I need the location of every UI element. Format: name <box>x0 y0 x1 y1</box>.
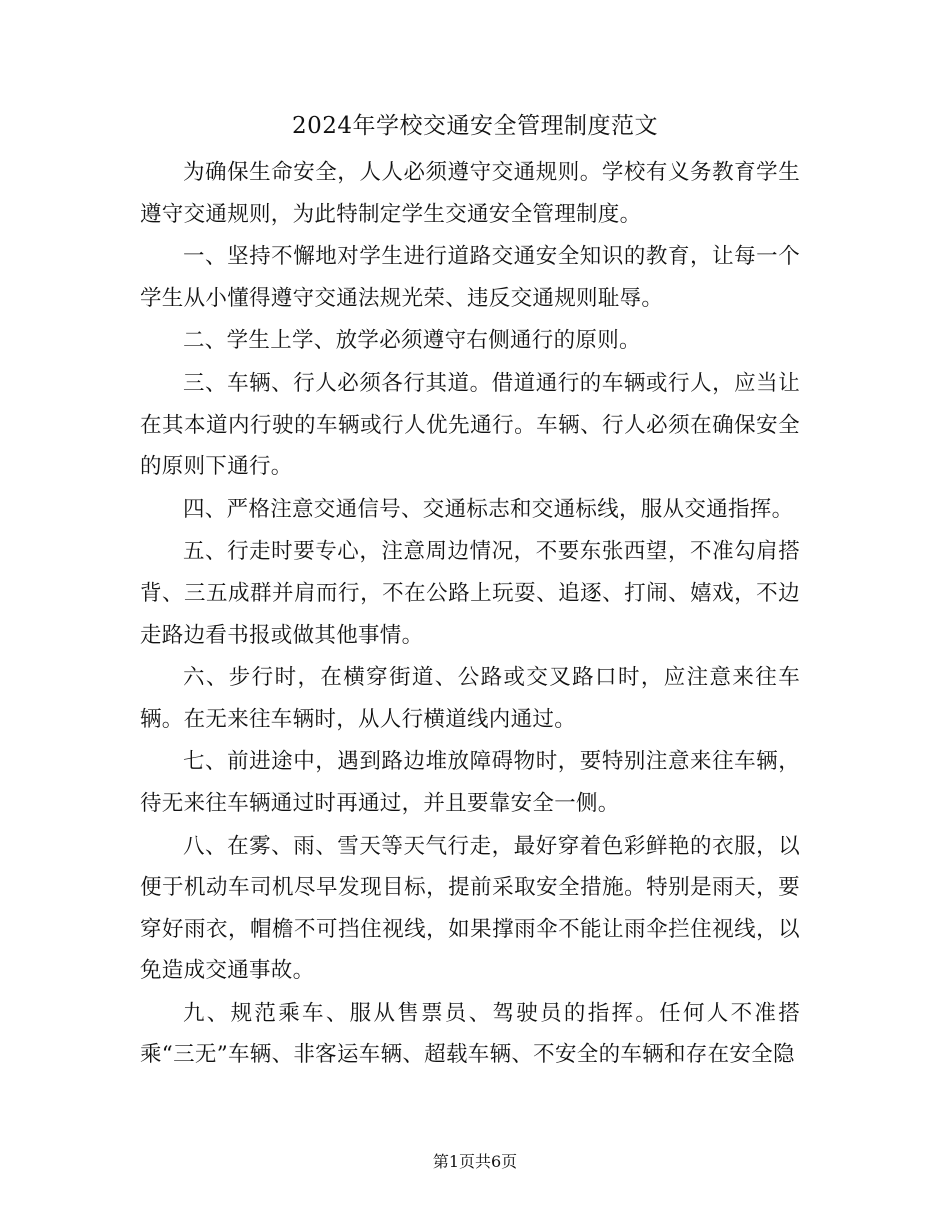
paragraph-item-7: 七、前进途中，遇到路边堆放障碍物时，要特别注意来往车辆，待无来往车辆通过时再通过，并且要靠安全一侧。 <box>140 749 800 816</box>
paragraph-intro: 为确保生命安全，人人必须遵守交通规则。学校有义务教育学生遵守交通规则，为此特制定学生交通安全管理制度。 <box>140 160 800 227</box>
paragraph-item-8: 八、在雾、雨、雪天等天气行走，最好穿着色彩鲜艳的衣服，以便于机动车司机尽早发现目标，提前采取安全措施。特别是雨天，要穿好雨衣，帽檐不可挡住视线，如果撑雨伞不能让雨伞拦住视线，以免造成交通事故。 <box>140 833 800 984</box>
paragraph-item-3: 三、车辆、行人必须各行其道。借道通行的车辆或行人，应当让在其本道内行驶的车辆或行人优先通行。车辆、行人必须在确保安全的原则下通行。 <box>140 370 800 480</box>
paragraph-item-1: 一、坚持不懈地对学生进行道路交通安全知识的教育，让每一个学生从小懂得遵守交通法规光荣、违反交通规则耻辱。 <box>140 244 800 311</box>
paragraph-item-2: 二、学生上学、放学必须遵守右侧通行的原则。 <box>183 328 641 354</box>
document-body <box>140 152 800 1077</box>
paragraph-item-4: 四、严格注意交通信号、交通标志和交通标线，服从交通指挥。 <box>183 496 794 522</box>
paragraph-item-9: 九、规范乘车、服从售票员、驾驶员的指挥。任何人不准搭乘“三无”车辆、非客运车辆、超载车辆、不安全的车辆和存在安全隐 <box>140 1000 800 1068</box>
document-title: 2024年学校交通安全管理制度范文 <box>291 113 659 139</box>
paragraph-item-5: 五、行走时要专心，注意周边情况，不要东张西望，不准勾肩搭背、三五成群并肩而行，不在公路上玩耍、追逐、打闹、嬉戏，不边走路边看书报或做其他事情。 <box>140 539 800 648</box>
paragraph-item-6: 六、步行时，在横穿街道、公路或交叉路口时，应注意来往车辆。在无来往车辆时，从人行横道线内通过。 <box>140 665 800 732</box>
page-number-footer: 第1页共6页 <box>432 1152 518 1171</box>
